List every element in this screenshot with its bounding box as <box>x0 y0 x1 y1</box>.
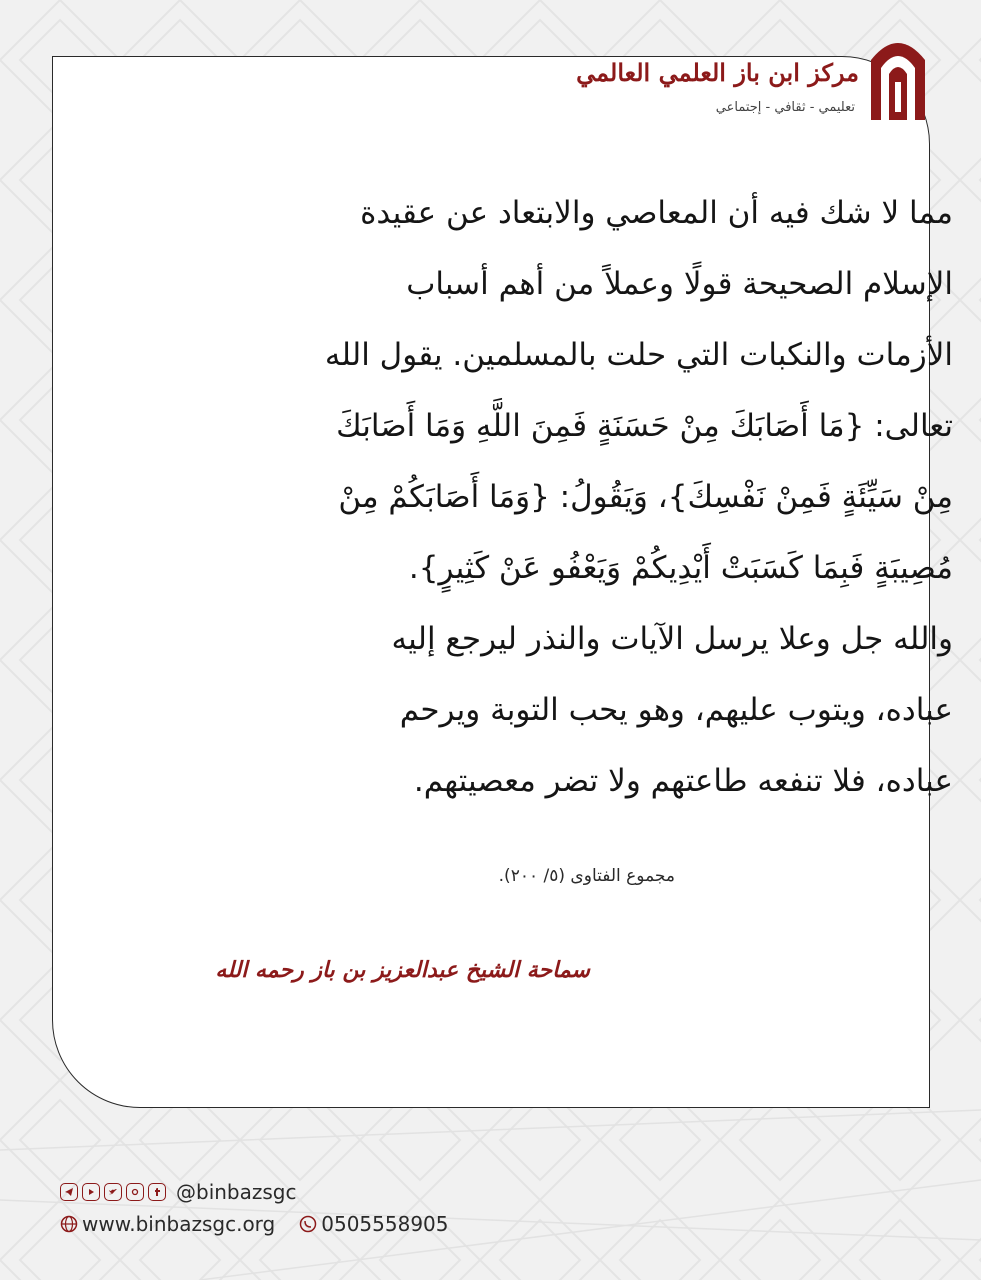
twitter-icon[interactable] <box>104 1183 122 1201</box>
logo-title: مركز ابن باز العلمي العالمي <box>576 58 859 87</box>
source-citation: مجموع الفتاوى (٥/ ٢٠٠). <box>498 866 675 886</box>
text-line: الإسلام الصحيحة قولًا وعملاً من أهم أسباب <box>406 266 953 302</box>
text-line: مِنْ سَيِّئَةٍ فَمِنْ نَفْسِكَ}، وَيَقُولُ: {وَمَا أَصَابَكُمْ مِنْ <box>338 479 953 515</box>
footer <box>60 1176 480 1256</box>
facebook-icon[interactable] <box>148 1183 166 1201</box>
social-row <box>60 1180 297 1204</box>
youtube-icon[interactable] <box>82 1183 100 1201</box>
signature-calligraphy: سماحة الشيخ عبدالعزيز بن باز رحمه الله <box>215 957 590 983</box>
logo-subtitle: تعليمي - ثقافي - إجتماعي <box>715 100 855 115</box>
text-line: والله جل وعلا يرسل الآيات والنذر ليرجع إليه <box>391 621 953 657</box>
whatsapp-icon <box>299 1215 317 1233</box>
fatwa-text <box>42 178 953 817</box>
center-logo <box>576 30 929 170</box>
text-line: مُصِيبَةٍ فَبِمَا كَسَبَتْ أَيْدِيكُمْ وَيَعْفُو عَنْ كَثِيرٍ}. <box>408 550 953 586</box>
contact-row <box>60 1212 449 1236</box>
website-link[interactable]: www.binbazsgc.org <box>82 1212 276 1236</box>
text-line: عباده، فلا تنفعه طاعتهم ولا تضر معصيتهم. <box>413 763 953 799</box>
globe-icon <box>60 1215 78 1233</box>
text-line: عباده، ويتوب عليهم، وهو يحب التوبة ويرحم <box>399 692 953 728</box>
instagram-icon[interactable] <box>126 1183 144 1201</box>
social-handle[interactable]: @binbazsgc <box>176 1180 297 1204</box>
phone-number[interactable]: 0505558905 <box>321 1212 449 1236</box>
text-line: مما لا شك فيه أن المعاصي والابتعاد عن عقيدة <box>360 195 953 231</box>
mosque-arch-icon <box>867 30 929 120</box>
text-line: تعالى: {مَا أَصَابَكَ مِنْ حَسَنَةٍ فَمِنَ اللَّهِ وَمَا أَصَابَكَ <box>336 408 953 444</box>
telegram-icon[interactable] <box>60 1183 78 1201</box>
text-line: الأزمات والنكبات التي حلت بالمسلمين. يقول الله <box>324 337 953 373</box>
